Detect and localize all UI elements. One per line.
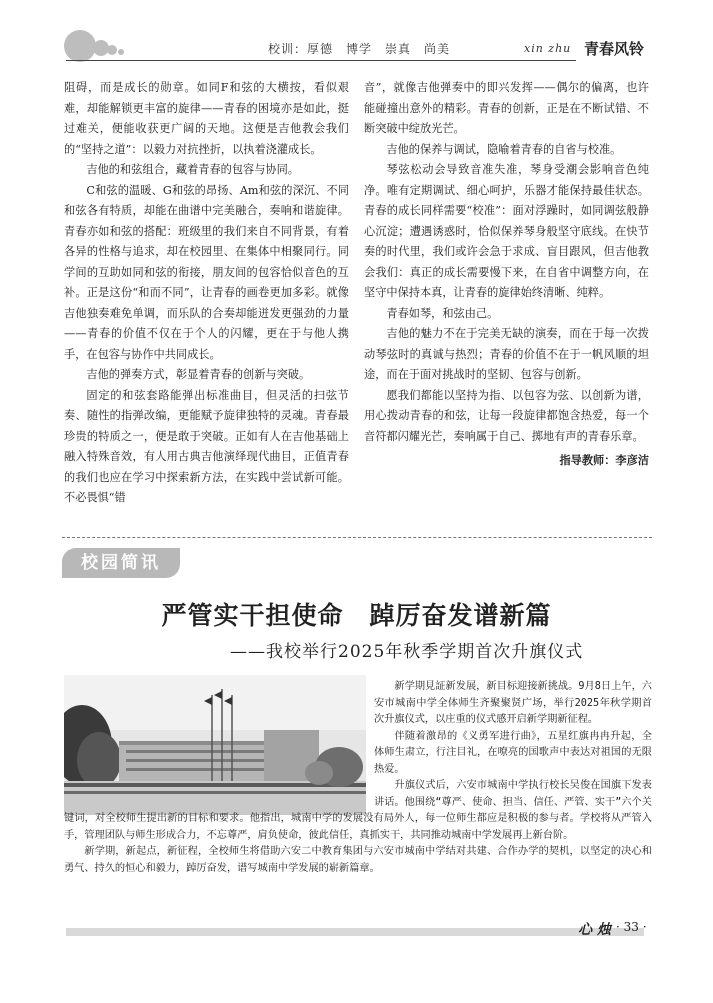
footer-bar	[66, 928, 644, 936]
news-paragraph: 升旗仪式后，六安市城南中学执行校长吴俊在国旗下发表讲话。他围绕“尊严、使命、担当、信任、严管、实干”六个关键词，对全校师生提出新的目标和要求。他指出，城南中学的发展没有局外人，每一位师生都应是积极的参与者。学校将从严管入手，管理团队与师生形成合力，不忘尊严，肩负使命，彼此信任，真抓实干，共同推动城南中学发展再上新台阶。	[64, 780, 652, 841]
school-motto: 校训：厚德 博学 崇真 尚美	[268, 42, 451, 56]
magazine-pinyin: xin zhu	[524, 42, 572, 55]
essay-paragraph: 固定的和弦套路能弹出标准曲目，但灵活的扫弦节奏、随性的指弹改编，更能赋予旋律独特的灵魂。青春最珍贵的特质之一，便是敢于突破。正如有人在吉他基础上融入特殊音效，有人用古典吉他演绎现代曲目，正值青春的我们也应在学习中探索新方法，在实践中尝试新可能。不必畏惧“错	[64, 388, 349, 504]
decorative-circle	[107, 45, 117, 55]
essay-paragraph: 吉他的弹奏方式，彰显着青春的创新与突破。	[86, 368, 311, 381]
essay-paragraph: 琴弦松动会导致音准失准，琴身受潮会影响音色纯净。唯有定期调试、细心呵护，乐器才能保持最佳状态。青春的成长同样需要“校准”：面对浮躁时，如同调弦般静心沉淀；遭遇诱惑时，恰似保养琴身般坚守底线。在快节奏的时代里，我们或许会急于求成、盲目跟风，但吉他教会我们：真正的成长需要慢下来，在自省中调整方向，在坚守中保持本真，让青春的旋律始终清晰、纯粹。	[364, 163, 649, 299]
essay-paragraph: 吉他的保养与调试，隐喻着青春的自省与校准。	[386, 142, 622, 156]
news-subtitle: ——我校举行2025年秋季学期首次升旗仪式	[230, 642, 584, 662]
essay-right-column	[364, 78, 649, 472]
decorative-circle	[118, 49, 124, 55]
essay-paragraph: 吉他的魅力不在于完美无缺的演奏，而在于每一次拨动琴弦时的真诚与热烈；青春的价值不在于一帆风顺的坦途，而在于面对挑战时的坚韧、包容与创新。	[364, 327, 649, 381]
footer-brand: 心 烛	[578, 922, 611, 938]
section-divider	[62, 537, 652, 538]
column-name: 青春风铃	[584, 40, 645, 58]
essay-paragraph: C和弦的温暖、G和弦的昂扬、Am和弦的深沉、不同和弦各有特质，却能在曲谱中完美融合，奏响和谐旋律。青春亦如和弦的搭配：班级里的我们来自不同背景，有着各异的性格与追求，却在校园里、在集体中相聚同行。同学间的互助如同和弦的衔接，朋友间的包容恰似音色的互补。正是这份“和而不同”，让青春的画卷更加多彩。就像吉他独奏难免单调，而乐队的合奏却能迸发更强劲的力量——青春的价值不仅在于个人的闪耀，更在于与他人携手，在包容与协作中共同成长。	[64, 183, 349, 361]
essay-paragraph: 吉他的和弦组合，藏着青春的包容与协同。	[86, 163, 299, 176]
news-title: 严管实干担使命 踔厉奋发谱新篇	[161, 601, 552, 630]
news-paragraph: 新学期見証新发展，新目标迎接新挑战。9月8日上午，六安市城南中学全体师生齐聚聚贤广场，举行2025年秋学期首次升旗仪式，以庄重的仪式感开启新学期新征程。	[374, 681, 652, 725]
essay-paragraph: 阻碍，而是成长的勋章。如同F和弦的大横按，看似艰难，却能解锁更丰富的旋律——青春的困境亦是如此，挺过难关，便能收获更广阔的天地。这便是吉他教会我们的“坚持之道”：以毅力对抗挫折，以执着浇灌成长。	[64, 81, 349, 156]
essay-paragraph: 音”，就像吉他弹奏中的即兴发挥——偶尔的偏离，也许能碰撞出意外的精彩。青春的创新，正是在不断试错、不断突破中绽放光芒。	[364, 81, 649, 135]
advisor-credit: 指导教师：李彦洁	[559, 454, 649, 467]
news-body	[64, 679, 652, 877]
page-header	[0, 0, 713, 64]
section-tab: 校园简讯	[62, 548, 180, 578]
essay-paragraph: 青春如琴，和弦由己。	[386, 306, 499, 320]
essay-left-column	[64, 78, 349, 509]
header-divider	[66, 60, 576, 61]
news-paragraph: 伴随着激昂的《义勇军进行曲》，五星红旗冉冉升起，全体师生肃立，行注目礼，在嘹亮的国歌声中表达对祖国的无限热爱。	[374, 730, 652, 775]
news-paragraph: 新学期，新起点，新征程，全校师生将借助六安二中教育集团与六安市城南中学结对共建、合作办学的契机，以坚定的决心和勇气、持久的恒心和毅力，踔厉奋发，谱写城南中学发展的崭新篇章。	[64, 846, 652, 874]
essay-paragraph: 愿我们都能以坚持为指、以包容为弦、以创新为谱，用心拨动青春的和弦，让每一段旋律都饱含热爱，每一个音符都闪耀光芒，奏响属于自己、掷地有声的青春乐章。	[364, 388, 649, 443]
decorative-circle	[64, 30, 96, 62]
page-number: · 33 ·	[616, 920, 647, 934]
